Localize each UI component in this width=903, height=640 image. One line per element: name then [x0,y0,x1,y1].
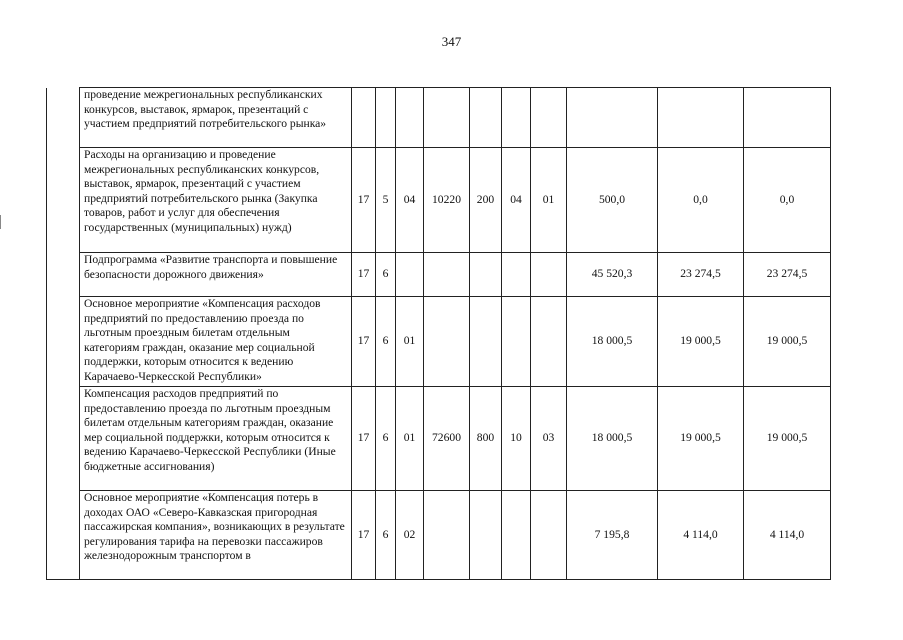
code-cell: 6 [376,387,396,491]
left-margin-cell [47,491,80,580]
code-cell: 6 [376,297,396,387]
amount-cell: 19 000,5 [658,387,744,491]
code-cell: 03 [531,387,567,491]
amount-cell: 19 000,5 [658,297,744,387]
code-cell: 800 [470,387,502,491]
left-margin-cell [47,253,80,297]
code-cell: 01 [531,148,567,253]
table-row [47,387,831,491]
code-cell [424,297,470,387]
code-cell [470,491,502,580]
row-name: Основное мероприятие «Компенсация расходов предприятий по предоставлению проезда по льготным проездным билетам отдельным категориям граждан, оказание мер социальной поддержки, которым относится к ведению Карачаево-Черкесской Республики» [80,297,352,387]
amount-cell [567,88,658,148]
code-cell: 01 [396,297,424,387]
table-row [47,88,831,148]
amount-cell: 45 520,3 [567,253,658,297]
code-cell [502,88,531,148]
code-cell: 17 [352,491,376,580]
code-cell: 17 [352,297,376,387]
code-cell [531,253,567,297]
row-name-text: Основное мероприятие «Компенсация потерь в доходах ОАО «Северо-Кавказская пригородная пассажирская компания», возникающих в результате регулирования тарифа на перевозки пассажиров железнодорожным транспортом в [84,491,345,563]
code-cell: 17 [352,253,376,297]
amount-cell: 4 114,0 [658,491,744,580]
amount-cell: 23 274,5 [658,253,744,297]
code-cell [502,491,531,580]
left-margin-cell [47,88,80,148]
scan-edge-mark [0,215,1,229]
budget-table [46,87,831,580]
table-row [47,148,831,253]
amount-cell: 18 000,5 [567,387,658,491]
code-cell: 17 [352,387,376,491]
code-cell [396,253,424,297]
code-cell: 04 [502,148,531,253]
page-number: 347 [441,34,462,49]
code-cell [531,491,567,580]
amount-cell: 0,0 [658,148,744,253]
code-cell [424,491,470,580]
row-name: проведение межрегиональных республиканских конкурсов, выставок, ярмарок, презентаций с участием предприятий потребительского рынка» [80,88,352,148]
left-margin-cell [47,297,80,387]
code-cell: 10220 [424,148,470,253]
code-cell: 04 [396,148,424,253]
code-cell: 17 [352,148,376,253]
code-cell: 200 [470,148,502,253]
code-cell [424,253,470,297]
amount-cell: 0,0 [744,148,831,253]
left-margin-cell [47,148,80,253]
code-cell: 72600 [424,387,470,491]
code-cell [396,88,424,148]
code-cell [531,88,567,148]
code-cell [352,88,376,148]
code-cell [470,297,502,387]
code-cell: 6 [376,491,396,580]
code-cell [470,253,502,297]
row-name: Подпрограмма «Развитие транспорта и повышение безопасности дорожного движения» [80,253,352,297]
table-row [47,491,831,580]
code-cell [470,88,502,148]
amount-cell: 4 114,0 [744,491,831,580]
amount-cell: 500,0 [567,148,658,253]
code-cell: 5 [376,148,396,253]
left-margin-cell [47,387,80,491]
code-cell [502,297,531,387]
amount-cell: 19 000,5 [744,297,831,387]
code-cell [502,253,531,297]
row-name: Расходы на организацию и проведение межрегиональных республиканских конкурсов, выставок, ярмарок, презентаций с участием предприятий потребительского рынка (Закупка товаров, работ и услуг для обеспечения государственных (муниципальных) нужд) [80,148,352,253]
amount-cell [744,88,831,148]
amount-cell: 7 195,8 [567,491,658,580]
row-name: Компенсация расходов предприятий по предоставлению проезда по льготным проездным билетам отдельным категориям граждан, оказание мер социальной поддержки, которым относится к ведению Карачаево-Черкесской Республики (Иные бюджетные ассигнования) [80,387,352,491]
code-cell: 10 [502,387,531,491]
code-cell: 01 [396,387,424,491]
code-cell: 6 [376,253,396,297]
amount-cell: 19 000,5 [744,387,831,491]
code-cell: 02 [396,491,424,580]
code-cell [376,88,396,148]
amount-cell [658,88,744,148]
code-cell [424,88,470,148]
code-cell [531,297,567,387]
table-row [47,253,831,297]
table-row [47,297,831,387]
row-name [80,491,352,580]
amount-cell: 18 000,5 [567,297,658,387]
amount-cell: 23 274,5 [744,253,831,297]
